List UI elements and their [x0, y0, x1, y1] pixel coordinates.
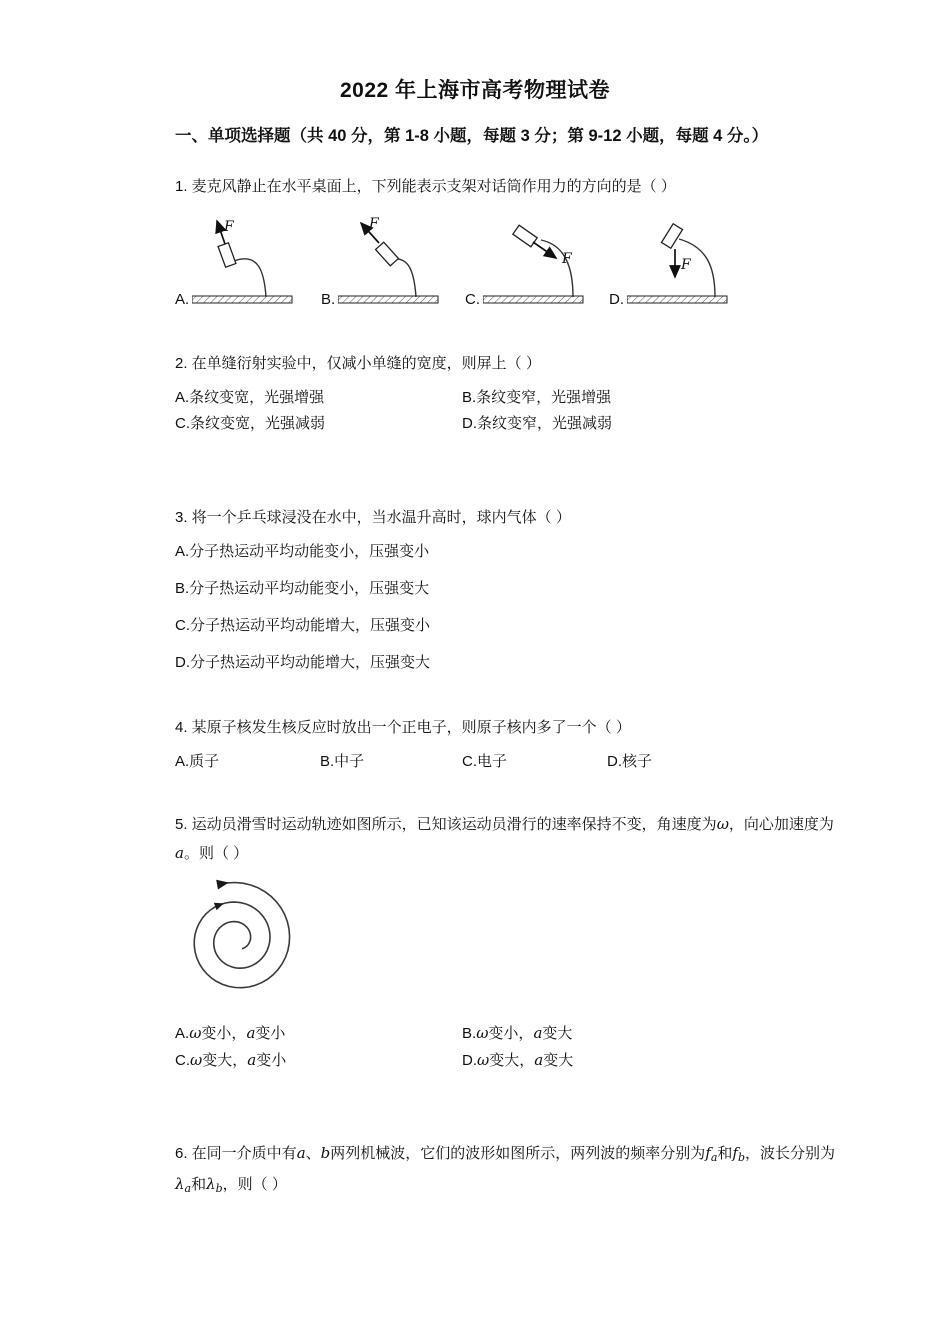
question-6-text	[175, 1138, 847, 1200]
q4-option-d: D.核子	[607, 753, 653, 770]
q6-text-seg: 和	[191, 1176, 207, 1193]
q2-option-a: A.条纹变宽，光强增强	[175, 389, 325, 406]
stand-arm	[392, 259, 416, 297]
q6-text-seg: 和	[717, 1145, 733, 1162]
q5-text-seg: ，向心加速度为	[728, 816, 834, 833]
q6-text-seg: 6. 在同一介质中有	[175, 1145, 297, 1162]
mic-stand-figure-d	[627, 215, 745, 307]
q5-option-a: A.ω变小，a变小	[175, 1024, 286, 1042]
q2-options-row-2	[175, 412, 847, 438]
q6-lambda-sub: b	[215, 1182, 223, 1195]
q1-choice-label-a: A.	[175, 291, 190, 308]
q5-options-row-1	[175, 1022, 847, 1048]
q3-option-b: B.分子热运动平均动能变小，压强变大	[175, 580, 430, 597]
q3-option-a: A.分子热运动平均动能变小，压强变小	[175, 543, 430, 560]
microphone-body	[376, 242, 399, 266]
q5-omega-var: ω	[716, 815, 729, 833]
force-label: F	[562, 251, 572, 267]
q1-diagram-b	[321, 207, 463, 307]
force-label: F	[369, 216, 379, 232]
q4-option-c: C.电子	[462, 753, 508, 770]
spiral-svg	[175, 860, 315, 1010]
q6-f-sub: b	[737, 1151, 746, 1164]
spiral-arrowhead-inner	[214, 900, 225, 911]
q4-option-b: B.中子	[320, 753, 365, 770]
table-base	[192, 296, 292, 303]
q6-text-seg: 、	[305, 1145, 321, 1162]
q5-text-seg: 。则（ ）	[183, 845, 249, 862]
q1-diagram-row	[175, 207, 847, 307]
q5-option-d: D.ω变大，a变大	[462, 1051, 574, 1069]
question-1-text: 1. 麦克风静止在水平桌面上，下列能表示支架对话筒作用力的方向的是（ ）	[175, 178, 676, 195]
q6-f-sub: a	[710, 1151, 718, 1164]
q1-choice-label-c: C.	[465, 291, 480, 308]
stand-arm	[234, 259, 266, 297]
exam-content	[175, 0, 847, 1344]
table-base	[483, 296, 583, 303]
q1-diagram-a	[175, 207, 317, 307]
microphone-body	[218, 243, 236, 267]
question-4-text: 4. 某原子核发生核反应时放出一个正电子，则原子核内多了一个（ ）	[175, 719, 631, 736]
q5-option-b: B.ω变小，a变大	[462, 1024, 573, 1042]
mic-stand-figure-b	[338, 215, 456, 307]
q6-a-var: a	[296, 1144, 306, 1162]
q5-a-var: a	[175, 844, 184, 862]
microphone-body	[513, 225, 537, 247]
microphone-body	[662, 224, 683, 248]
section-header: 一、单项选择题（共 40 分，第 1-8 小题，每题 3 分；第 9-12 小题，每题 4 分。）	[175, 127, 769, 145]
q1-choice-label-d: D.	[609, 291, 624, 308]
q6-lambda-var: λ	[175, 1175, 185, 1193]
question-3-text: 3. 将一个乒乓球浸没在水中，当水温升高时，球内气体（ ）	[175, 509, 571, 526]
force-label: F	[681, 257, 691, 273]
table-base	[627, 296, 727, 303]
q2-options-row-1	[175, 386, 847, 412]
q1-choice-label-b: B.	[321, 291, 336, 308]
q3-option-c: C.分子热运动平均动能增大，压强变小	[175, 617, 431, 634]
exam-title: 2022 年上海市高考物理试卷	[339, 79, 611, 102]
q4-options-row	[175, 750, 847, 776]
q3-option-d: D.分子热运动平均动能增大，压强变大	[175, 654, 431, 671]
q6-lambda-var: λ	[206, 1175, 216, 1193]
stand-arm	[541, 240, 573, 297]
q6-f-var: f	[705, 1144, 711, 1162]
q4-option-a: A.质子	[175, 753, 220, 770]
q6-text-seg: ，则（ ）	[222, 1176, 287, 1193]
q5-option-c: C.ω变大，a变小	[175, 1051, 287, 1069]
table-base	[338, 296, 438, 303]
mic-stand-figure-a	[192, 215, 310, 307]
q2-option-c: C.条纹变宽，光强减弱	[175, 415, 326, 432]
q5-spiral-figure	[175, 860, 315, 1010]
q6-f-var: f	[732, 1144, 738, 1162]
question-2-text: 2. 在单缝衍射实验中，仅减小单缝的宽度，则屏上（ ）	[175, 355, 541, 372]
force-label: F	[224, 219, 234, 235]
q5-options-row-2	[175, 1049, 847, 1075]
q2-option-b: B.条纹变窄，光强增强	[462, 389, 612, 406]
q1-diagram-c	[465, 207, 607, 307]
q6-lambda-sub: a	[184, 1182, 192, 1195]
q6-b-var: b	[320, 1144, 331, 1162]
q6-text-seg: 两列机械波，它们的波形如图所示，两列波的频率分别为	[330, 1145, 706, 1162]
q1-diagram-d	[609, 207, 751, 307]
mic-stand-figure-c	[483, 215, 601, 307]
spiral-path	[194, 883, 289, 988]
q5-text-seg: 5. 运动员滑雪时运动轨迹如图所示，已知该运动员滑行的速率保持不变，角速度为	[175, 816, 717, 833]
q6-text-seg: ，波长分别为	[745, 1145, 836, 1162]
q2-option-d: D.条纹变窄，光强减弱	[462, 415, 613, 432]
